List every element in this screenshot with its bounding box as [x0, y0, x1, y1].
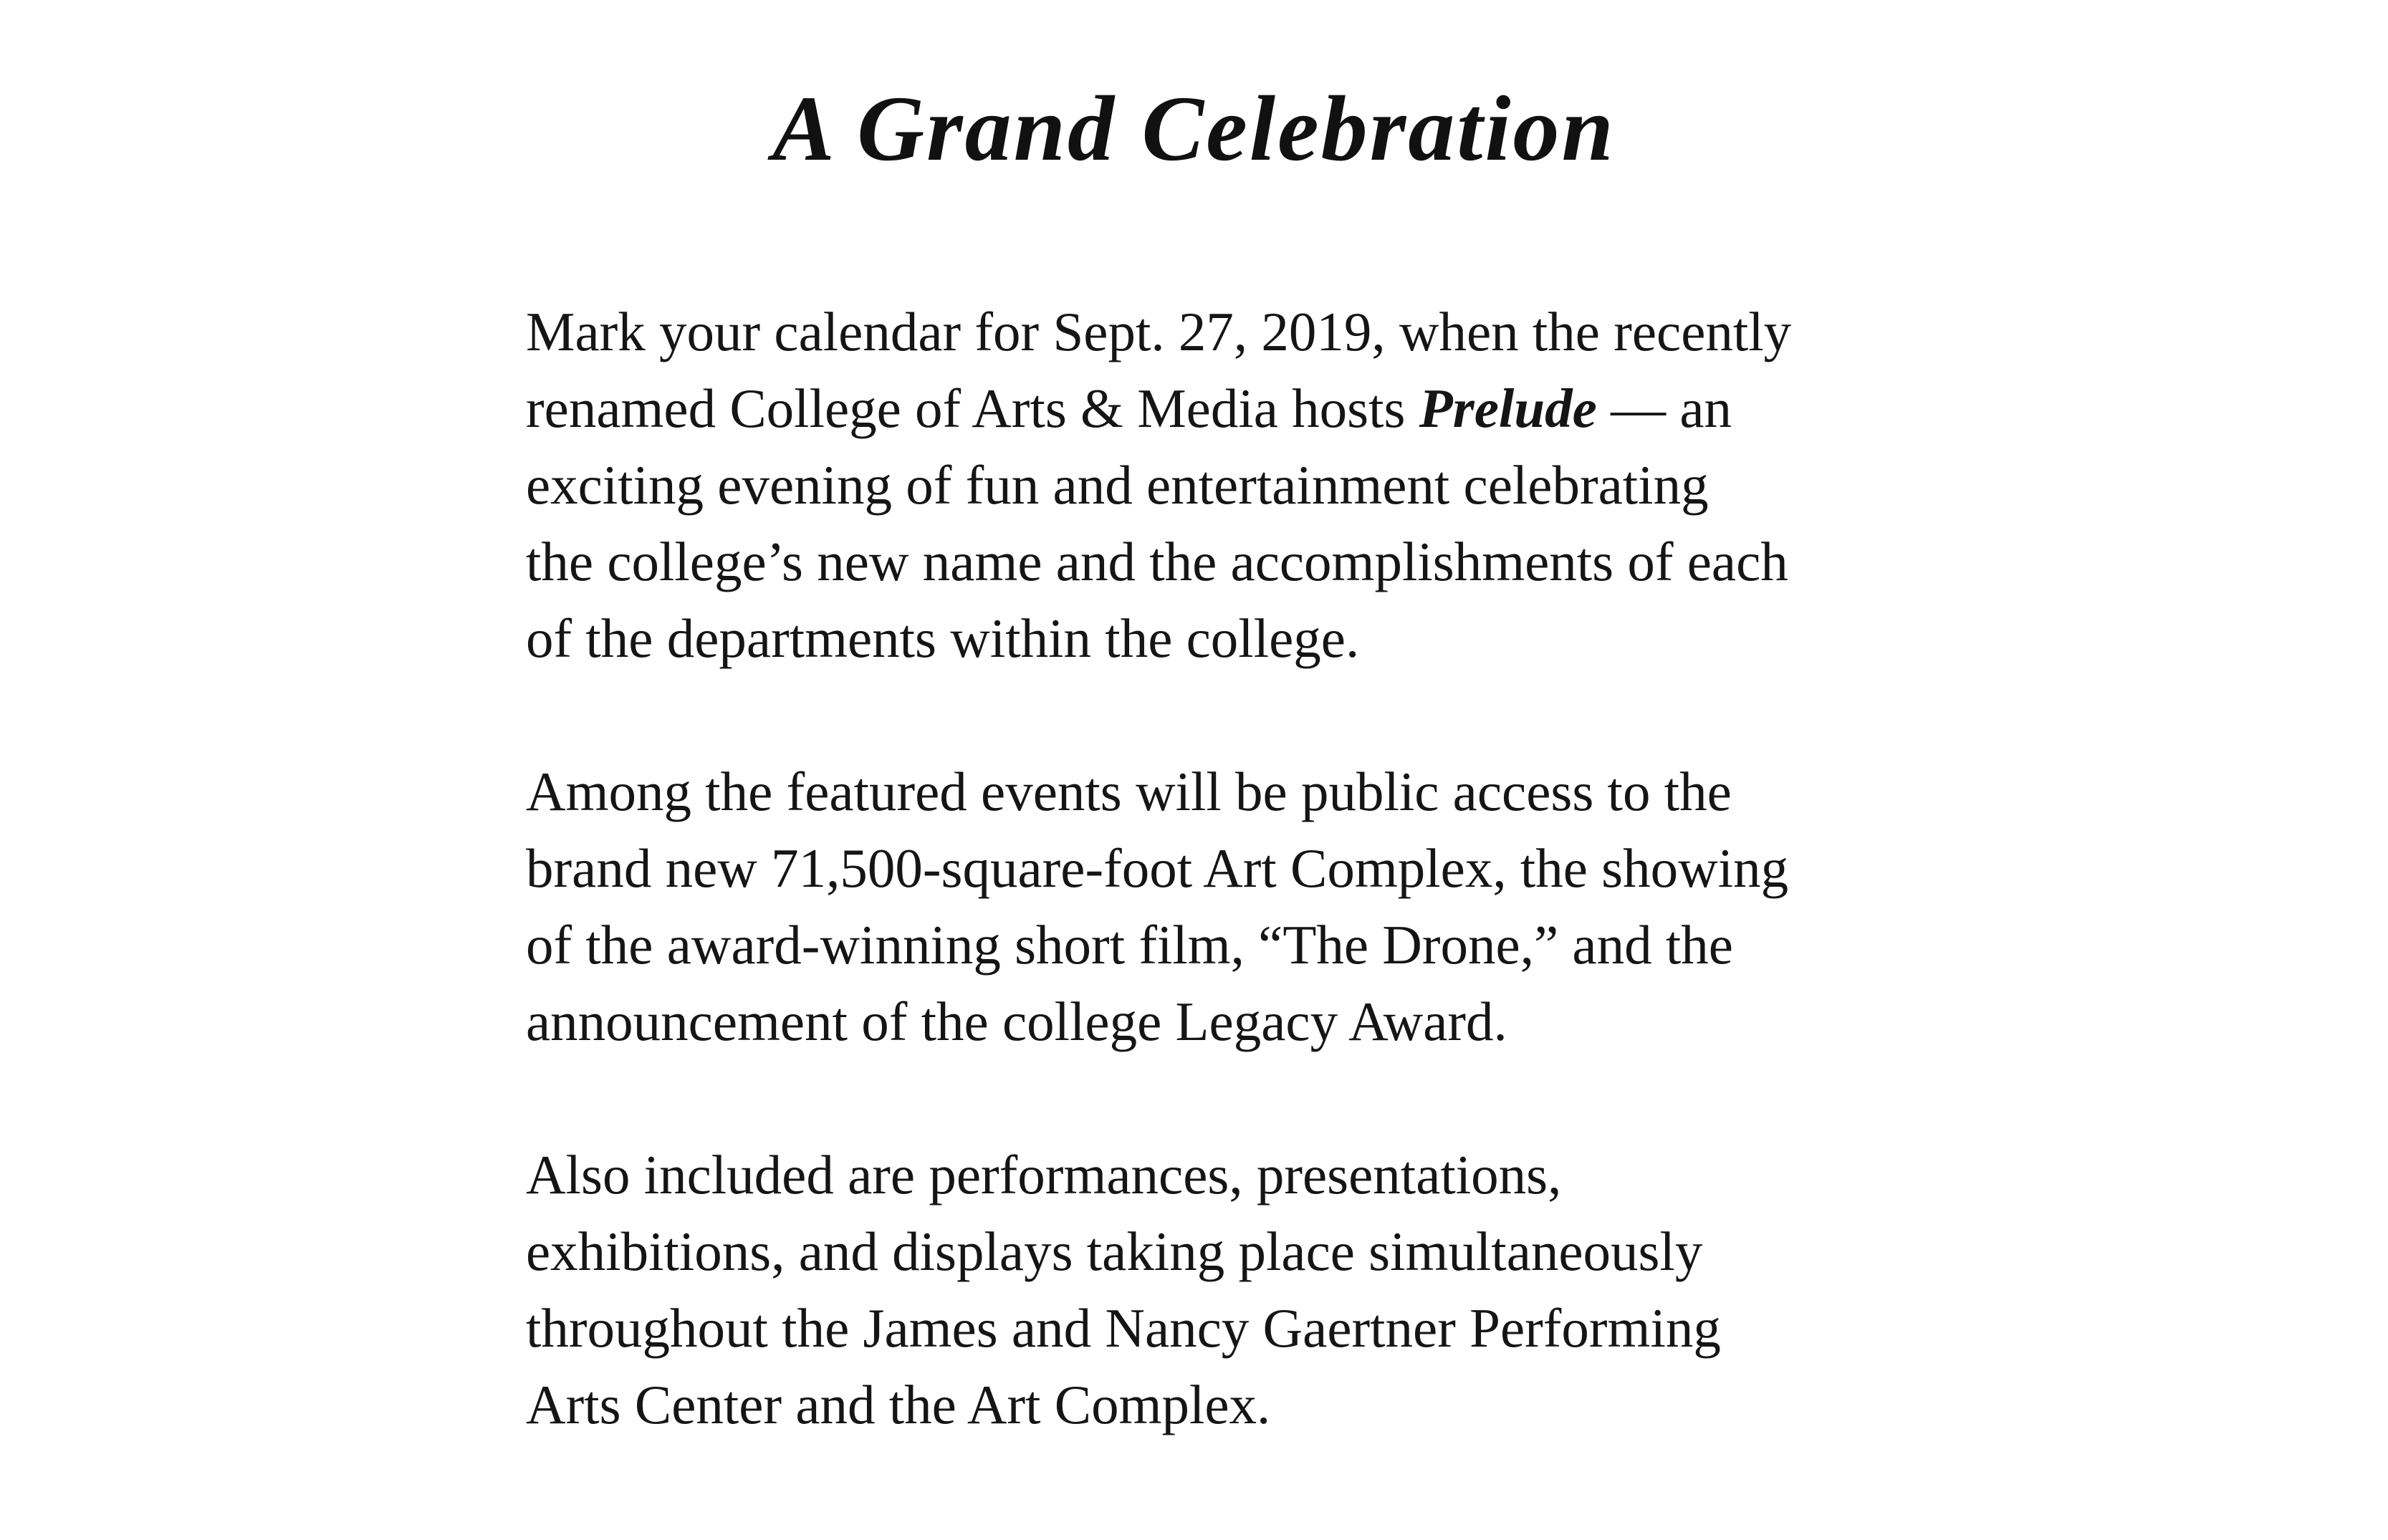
paragraph-3 [526, 1137, 1916, 1443]
line-text: renamed College of Arts & Media hosts [526, 377, 1419, 439]
page-title: A Grand Celebration [772, 77, 1616, 181]
paragraph-line: announcement of the college Legacy Award. [526, 991, 1507, 1052]
paragraph-line: of the departments within the college. [526, 607, 1360, 669]
paragraph-line: Arts Center and the Art Complex. [526, 1374, 1271, 1435]
paragraph-line: Also included are performances, presentations, [526, 1144, 1562, 1205]
line-text: — an [1596, 377, 1732, 439]
article-body [526, 294, 1916, 1520]
emphasized-event-name: Prelude [1419, 377, 1597, 439]
paragraph-line: exhibitions, and displays taking place simultaneously [526, 1221, 1703, 1282]
paragraph-1 [526, 294, 1916, 677]
paragraph-line: of the award-winning short film, “The Drone,” and the [526, 914, 1733, 976]
paragraph-line: Mark your calendar for Sept. 27, 2019, when the recently [526, 301, 1792, 362]
paragraph-2 [526, 754, 1916, 1060]
paragraph-line: throughout the James and Nancy Gaertner Performing [526, 1297, 1721, 1359]
paragraph-line: brand new 71,500-square-foot Art Complex, the showing [526, 837, 1789, 899]
paragraph-line: the college’s new name and the accomplishments of each [526, 531, 1788, 592]
paragraph-line [526, 370, 1916, 447]
paragraph-line: Among the featured events will be public access to the [526, 761, 1732, 822]
paragraph-line: exciting evening of fun and entertainment celebrating [526, 454, 1709, 516]
